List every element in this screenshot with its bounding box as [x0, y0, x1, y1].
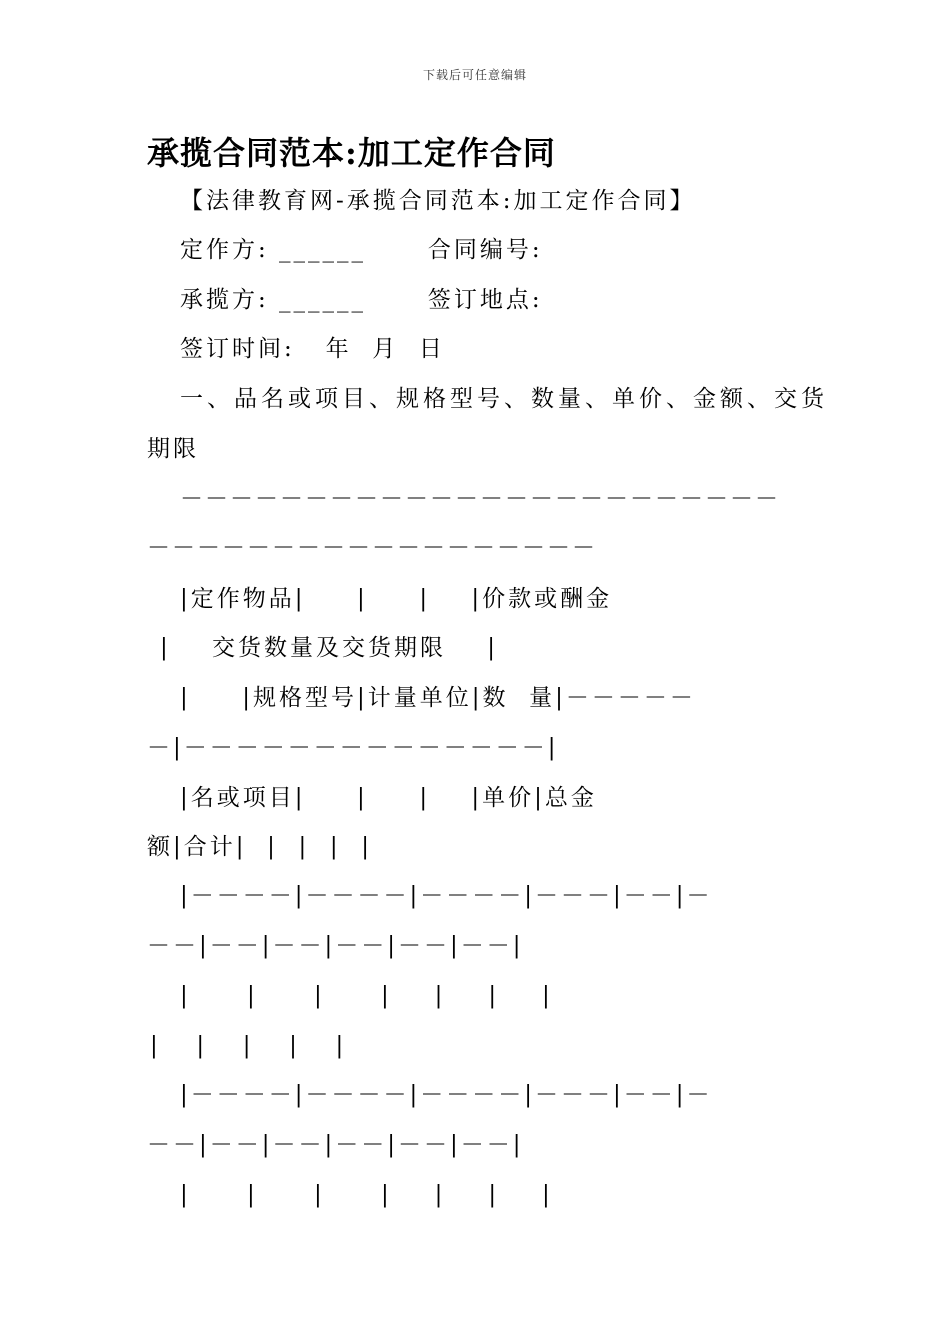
contractor-field: 承揽方: ______ 签订地点:: [180, 287, 543, 313]
table-row: 额|合计| | | | |: [147, 834, 372, 860]
table-separator: －－|－－|－－|－－|－－|－－|: [147, 1132, 524, 1158]
table-row: |名或项目| | | |单价|总金: [180, 785, 597, 811]
source-line: 【法律教育网-承揽合同范本:加工定作合同】: [180, 188, 696, 214]
section1-heading-cont: 期限: [147, 436, 199, 462]
table-separator: |－－－－|－－－－|－－－－|－－－|－－|－: [180, 883, 713, 909]
table-row: | | | | | | |: [180, 983, 556, 1009]
document-title: 承揽合同范本:加工定作合同: [147, 134, 556, 172]
table-row: | | | | | | |: [180, 1182, 556, 1208]
sign-time-field: 签订时间: 年 月 日: [180, 336, 445, 362]
table-row: | |规格型号|计量单位|数 量|－－－－－: [180, 685, 696, 711]
orderer-field: 定作方: ______ 合同编号:: [180, 237, 543, 263]
table-separator: －－|－－|－－|－－|－－|－－|: [147, 933, 524, 959]
header-note: 下载后可任意编辑: [422, 68, 527, 82]
table-rule: －－－－－－－－－－－－－－－－－－－－－－－－: [180, 486, 780, 512]
table-rule: －－－－－－－－－－－－－－－－－－: [147, 535, 597, 561]
table-row: | 交货数量及交货期限 |: [160, 635, 498, 661]
table-row: | | | | |: [150, 1033, 352, 1059]
table-row: |定作物品| | | |价款或酬金: [180, 586, 613, 612]
table-separator: |－－－－|－－－－|－－－－|－－－|－－|－: [180, 1082, 713, 1108]
section1-heading: 一、品名或项目、规格型号、数量、单价、金额、交货: [180, 386, 828, 412]
table-row: －|－－－－－－－－－－－－－－|: [147, 735, 559, 761]
